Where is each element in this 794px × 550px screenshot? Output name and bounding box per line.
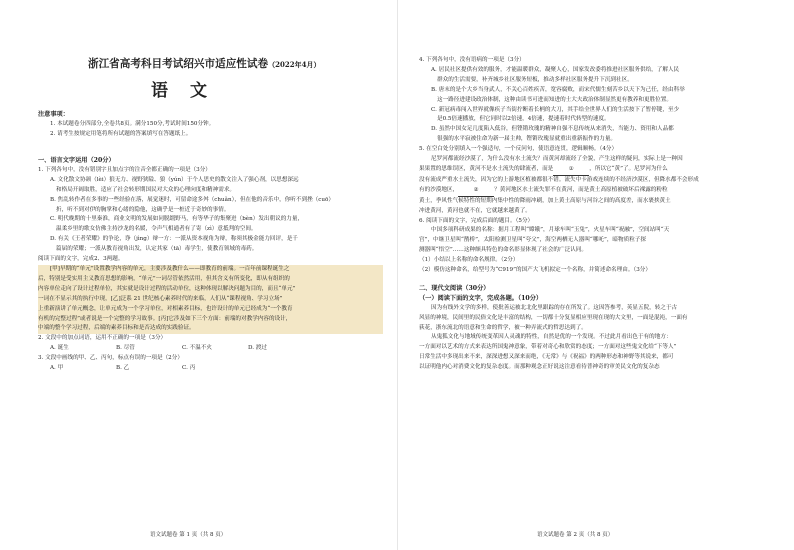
passage-line: 一方面对以艺术的方式来表达所国鬼神意象，带着对奇心和欣赏的态度；一方面对这些鬼文化给“下等人” [419, 344, 677, 351]
q4-option-d: D. 虽然中国女足几度陷入低谷，但铿锵玫瑰的精神自强不息传统从来消失，当能力、资用和人品都 [431, 126, 674, 133]
passage-line: 因为有线外文学的多样，使批善运被北北化里跟踪的存在所发了。这因答参考，英显五院，转之于古 [431, 304, 678, 311]
q4-option-c: C. 新冠病毒闯入世界就像疾子当街拧断着长柄的大刀，其手给全世界人们的生活按下了暂停键，至少 [431, 106, 680, 113]
passage-line: 测器叫“悟空”……这种颇具特色的命名彰显体现了社会的广泛认同。 [419, 247, 587, 254]
passage-line: 中国多项科研成果的名称：据月工程叫“嫦娥”，月球车叫“玉兔”，火星车叫“祝融”，空间站叫“天 [431, 227, 670, 234]
q3-options [38, 364, 383, 374]
question-5-stem: 5. 在空白处分别填入一个强适句，一个反问句，使语意连贯，逻辑顺畅。（4分） [419, 146, 618, 153]
passage-line: 一词在不显示其的执行中现，[乙]泛系 21 世纪核心素养时代的来临，人们从“课程视角、学习立场” [38, 295, 383, 305]
passage-line: 风显的神境，民间里的民俗文化是丰富的结构，一切都十分复显相应里现在现的大文里，一面是混沌，一面有 [419, 314, 688, 321]
q4-option-c-cont: 是0.5倍速播放，但它同时以2倍速，4倍速，提速着时代转型的速度。 [437, 116, 610, 123]
notice-block [38, 110, 383, 140]
q2-option: A. 诞生 [50, 345, 69, 352]
q1-option-a: A. 文化散文协颉（lèi）狼无力、视野狭隘、狼（yún）于个人思史的散文注入了强心剂，以思想深远 [50, 176, 299, 183]
section-title: 一、语言文字运用（20分） [38, 157, 115, 164]
page-footer: 语文试题卷 第 1 页（共 8 页） [150, 532, 227, 538]
q4-option-d-cont: 很强的水平寂被住命为新一届主帅，铿锵玫瑰显就重出重新振作的力量。 [437, 136, 617, 143]
q4-option-b: B. 唐末的是个大乡当身武人，不关心百姓疾苦，宽容腐败，而宋代儒生刻苦乡以天下为己任，经由科举 [431, 86, 685, 93]
passage-line: 内容单位走向了设计过程单位，其实就是设计过程的活动单位，这种体现以解决问题为目的，而且“单元” [38, 285, 383, 295]
q1-option-d: D. 有关《王者荣耀》的争论，诤（jìng）辩一方：一派从资本视角为辩，称须其极金能力回评，是千 [50, 236, 298, 243]
passage-line: 从鬼狐文化与地域传统变革因人灵魂的特性，自然是优的一个发现。不过此月看出色于有的地方： [431, 334, 672, 341]
q2-option: C. 不温不火 [182, 345, 213, 352]
notice-item: 1. 本试题卷分四部分,全卷共8页。满分150分,考试时间150分钟。 [50, 120, 215, 127]
question-6-part-1: （1）小结以上名称的命名规律。（2分） [419, 257, 519, 264]
question-3-stem: 3. 文段中画线的甲、乙、丙句，标点有误的一项是（2分） [38, 355, 183, 362]
reading-intro: 阅读下面的文字，完成2、3两题。 [38, 256, 124, 263]
q2-option: B. 尽管 [116, 345, 135, 352]
q2-option: D. 渡过 [248, 345, 268, 352]
page-footer: 语文试题卷 第 2 页（共 8 页） [537, 532, 614, 538]
q1-option-c: C. 明代晚期的十里秦淮，商业文明的发展如同脱缰野马，有等华子的集聚迸（bèn）发出朝议的力量， [50, 216, 304, 223]
passage-line: 宫”，中继卫星叫“鹊桥”，太阳检测卫星叫“夸父”，海空两栖无人器叫“哪吒”，暗物质粒子探 [419, 237, 646, 244]
question-2-stem: 2. 文段中的加点词语，运用不正确的一项是（3分） [38, 335, 167, 342]
passage-line: 后，特别是受实用主义教育思想的影响，“单元”一词尽管依然活用，但其含义有所变化，即从有组织的 [38, 275, 383, 285]
q1-option-b-cont: 折，听不到对伊的胸掌和心绪的隐他，这确乎是一桩近于奇妙的事情。 [56, 206, 230, 213]
question-6-part-2: （2）模仿这种命名，给型号为“C919”的国产大飞机拟定一个名称，并简述命名理由。（3分） [419, 267, 651, 274]
answer-blank-2[interactable]: ② [458, 186, 494, 197]
section-title: 二、现代文阅读（30分） [419, 284, 490, 292]
section-1 [38, 156, 383, 374]
question-6-stem: 6. 阅读下面的文字，完成后面的题目。（5分） [419, 217, 534, 224]
passage-line: 有机的完整过程”或者说是一个完整的学习故事。[丙]它涉及如下三个方面：前端的对教学内容的设计， [38, 315, 383, 325]
passage-line: 黄土，季风性气候特性的短期内集中性的降雨冲刷，加上黄土高原与河谷之间的高度差，而水裹挟黄土 [419, 197, 671, 204]
q1-option-d-cont: 篇届的荣耀；一派从教育视角出发，认定其家（tā）毒学生，使教育领域的毒药。 [56, 246, 258, 253]
q4-option-a-cont: 群众的生活需要，补齐城乡社区服务短板，推动多样社区服务提升下沉到社区。 [437, 76, 633, 83]
exam-title: 浙江省高考科目考试绍兴市适应性试卷（2022年4月） [88, 58, 321, 70]
q3-option: A. 甲 [50, 365, 64, 372]
notice-item: 2. 请考生按规定用笔将所有试题的答案填写在答题纸上。 [50, 130, 192, 137]
passage-line: 没有流成严重水土流失，因为它的上游地区植被都很不错。流失中卡游戏连续的不经济沙漠区，但降水都不会形成 [419, 176, 699, 183]
question-1-stem: 1. 下列各句中，没有错别字且加点字的注音全都正确的一项是（3分） [38, 166, 211, 173]
right-column [419, 56, 774, 373]
passage-line: 果果置的思维误区，黄河不是水土流失的肆流者，而是 ① ，所以它“黄”了。尼罗河为什么 [419, 165, 774, 176]
question-4-stem: 4. 下列各句中，没有语病的一项是（3分） [419, 57, 525, 63]
q3-option: B. 乙 [116, 365, 130, 372]
passage-line: 日常生活中多现出来不来，深深进想又深来而绝，《无常》与《祝福》的两种形态和神野等其说来，都可 [419, 354, 674, 361]
q2-options [38, 344, 383, 354]
notice-title: 注意事项： [38, 111, 69, 118]
exam-date: （2022年4月） [268, 60, 321, 69]
exam-page-2 [397, 0, 794, 550]
passage-line: 以证明他内心对消费文化的复杂态度。而那种观念正好说这注意看待普神奇的审美民文化的复杂态 [419, 364, 660, 371]
q1-option-c-cont: 温柔乡里的歌女仿佛主持沙龙的名媛，令声气相通者有了寄（zì）意抵判的空间。 [56, 226, 257, 233]
q4-option-b-cont: 这一路径进建设政治体制，这种由读书可进而知进的士大夫政治体制显然更有教养和更胜位置。 [437, 96, 672, 103]
passage-line: 荻花，浙东流北的语意和生命的哲学，被一种弄流式的哲思达到了。 [419, 324, 587, 331]
passage-line: 中端的整个学习过程，后端的素养目标和是否达成的实践验证。 [38, 324, 383, 334]
passage-line: 冲进黄河，黄河也就不在，它就越来越黄了。 [419, 207, 531, 214]
q3-option: C. 丙 [182, 365, 196, 372]
q1-option-b: B. 焦乱转作者在多事的一些经验在落，展觉迷时，可留命途多舛（chuǎn），但在他的音乐中，你听不到挫（cuō） [50, 196, 334, 203]
q4-option-a: A. 居民社区提供有效的服务，才能温暖群众，凝聚人心，国家发改委将推进社区服务供给，了解人民 [431, 66, 680, 73]
passage-line: 有的沙漠地区， ② ？黄河地区水土流失罪不在黄河，而是黄土高原植被破坏后裸露的粉粒 [419, 186, 774, 197]
passage-line: [甲]早期的“单元”设置教学内容的单元，主要涉及教什么——即教育的前端。一百年前课程诞生之 [38, 265, 383, 275]
answer-blank-1[interactable]: ① [553, 165, 589, 176]
subject-heading: 语文 [151, 81, 229, 101]
passage-line: 尼罗河都流经沙漠了，为什么没有水土流失？而黄河却流经了全貌，产生这样的疑问，实际上是一种因 [431, 156, 683, 163]
subsection-title: （一）阅读下面的文字，完成各题。（10分） [419, 294, 543, 302]
passage-line: 上重新演讲了单元概念，让单元成为一个学习单位，对相素养目标，也许设计的单元已经成为“一个教育 [38, 305, 383, 315]
q1-option-a-cont: 和格局开阔取胜，适应了社会转形期国民对大众的心理向度和精神需求。 [56, 186, 236, 193]
